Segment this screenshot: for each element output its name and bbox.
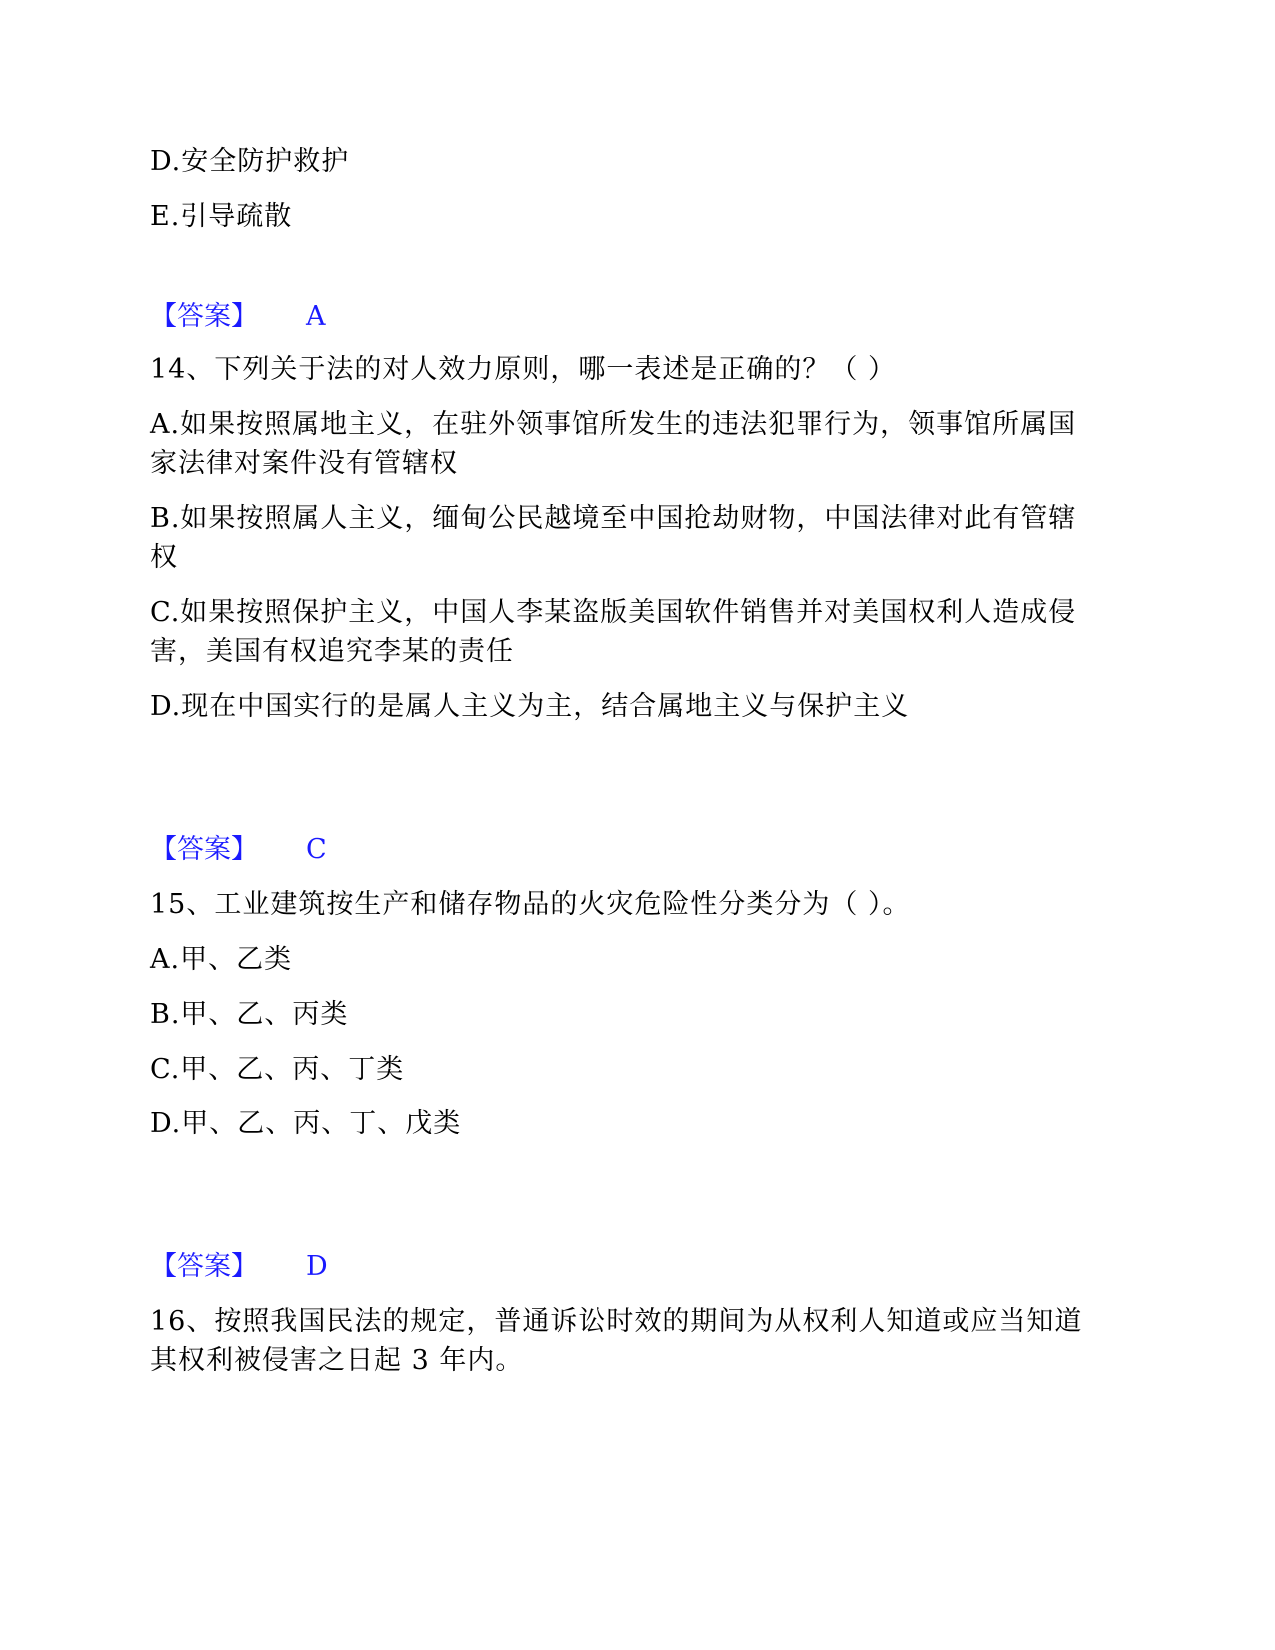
q15-option-d: D.甲、乙、丙、丁、戊类 [150,1108,462,1139]
q14-option-b-line1: B.如果按照属人主义，缅甸公民越境至中国抢劫财物，中国法律对此有管辖 [150,503,1077,534]
answer-value: C [306,834,327,865]
q16-question-line1: 16、按照我国民法的规定，普通诉讼时效的期间为从权利人知道或应当知道 [150,1306,1083,1337]
answer-label: 【答案】 [150,301,258,332]
q13-option-e: E.引导疏散 [150,201,293,232]
q14-question: 14、下列关于法的对人效力原则，哪一表述是正确的？（ ） [150,354,896,385]
q16-question-line2: 其权利被侵害之日起 3 年内。 [150,1345,524,1376]
answer-value: A [306,301,326,332]
q14-option-a-line2: 家法律对案件没有管辖权 [150,448,458,479]
q14-option-d: D.现在中国实行的是属人主义为主，结合属地主义与保护主义 [150,691,910,722]
q14-option-c-line1: C.如果按照保护主义，中国人李某盗版美国软件销售并对美国权利人造成侵 [150,597,1077,628]
answer-value: D [306,1251,328,1282]
q15-question: 15、工业建筑按生产和储存物品的火灾危险性分类分为（ ）。 [150,889,911,920]
q15-option-b: B.甲、乙、丙类 [150,999,349,1030]
q13-option-d: D.安全防护救护 [150,146,350,177]
q14-answer [150,830,327,870]
q14-option-b-line2: 权 [150,542,178,573]
q14-option-c-line2: 害，美国有权追究李某的责任 [150,636,514,667]
answer-label: 【答案】 [150,1251,258,1282]
q14-option-a-line1: A.如果按照属地主义，在驻外领事馆所发生的违法犯罪行为，领事馆所属国 [150,409,1077,440]
q13-answer [150,297,326,337]
q15-option-c: C.甲、乙、丙、丁类 [150,1054,405,1085]
answer-label: 【答案】 [150,834,258,865]
q15-answer [150,1247,328,1287]
q15-option-a: A.甲、乙类 [150,944,293,975]
